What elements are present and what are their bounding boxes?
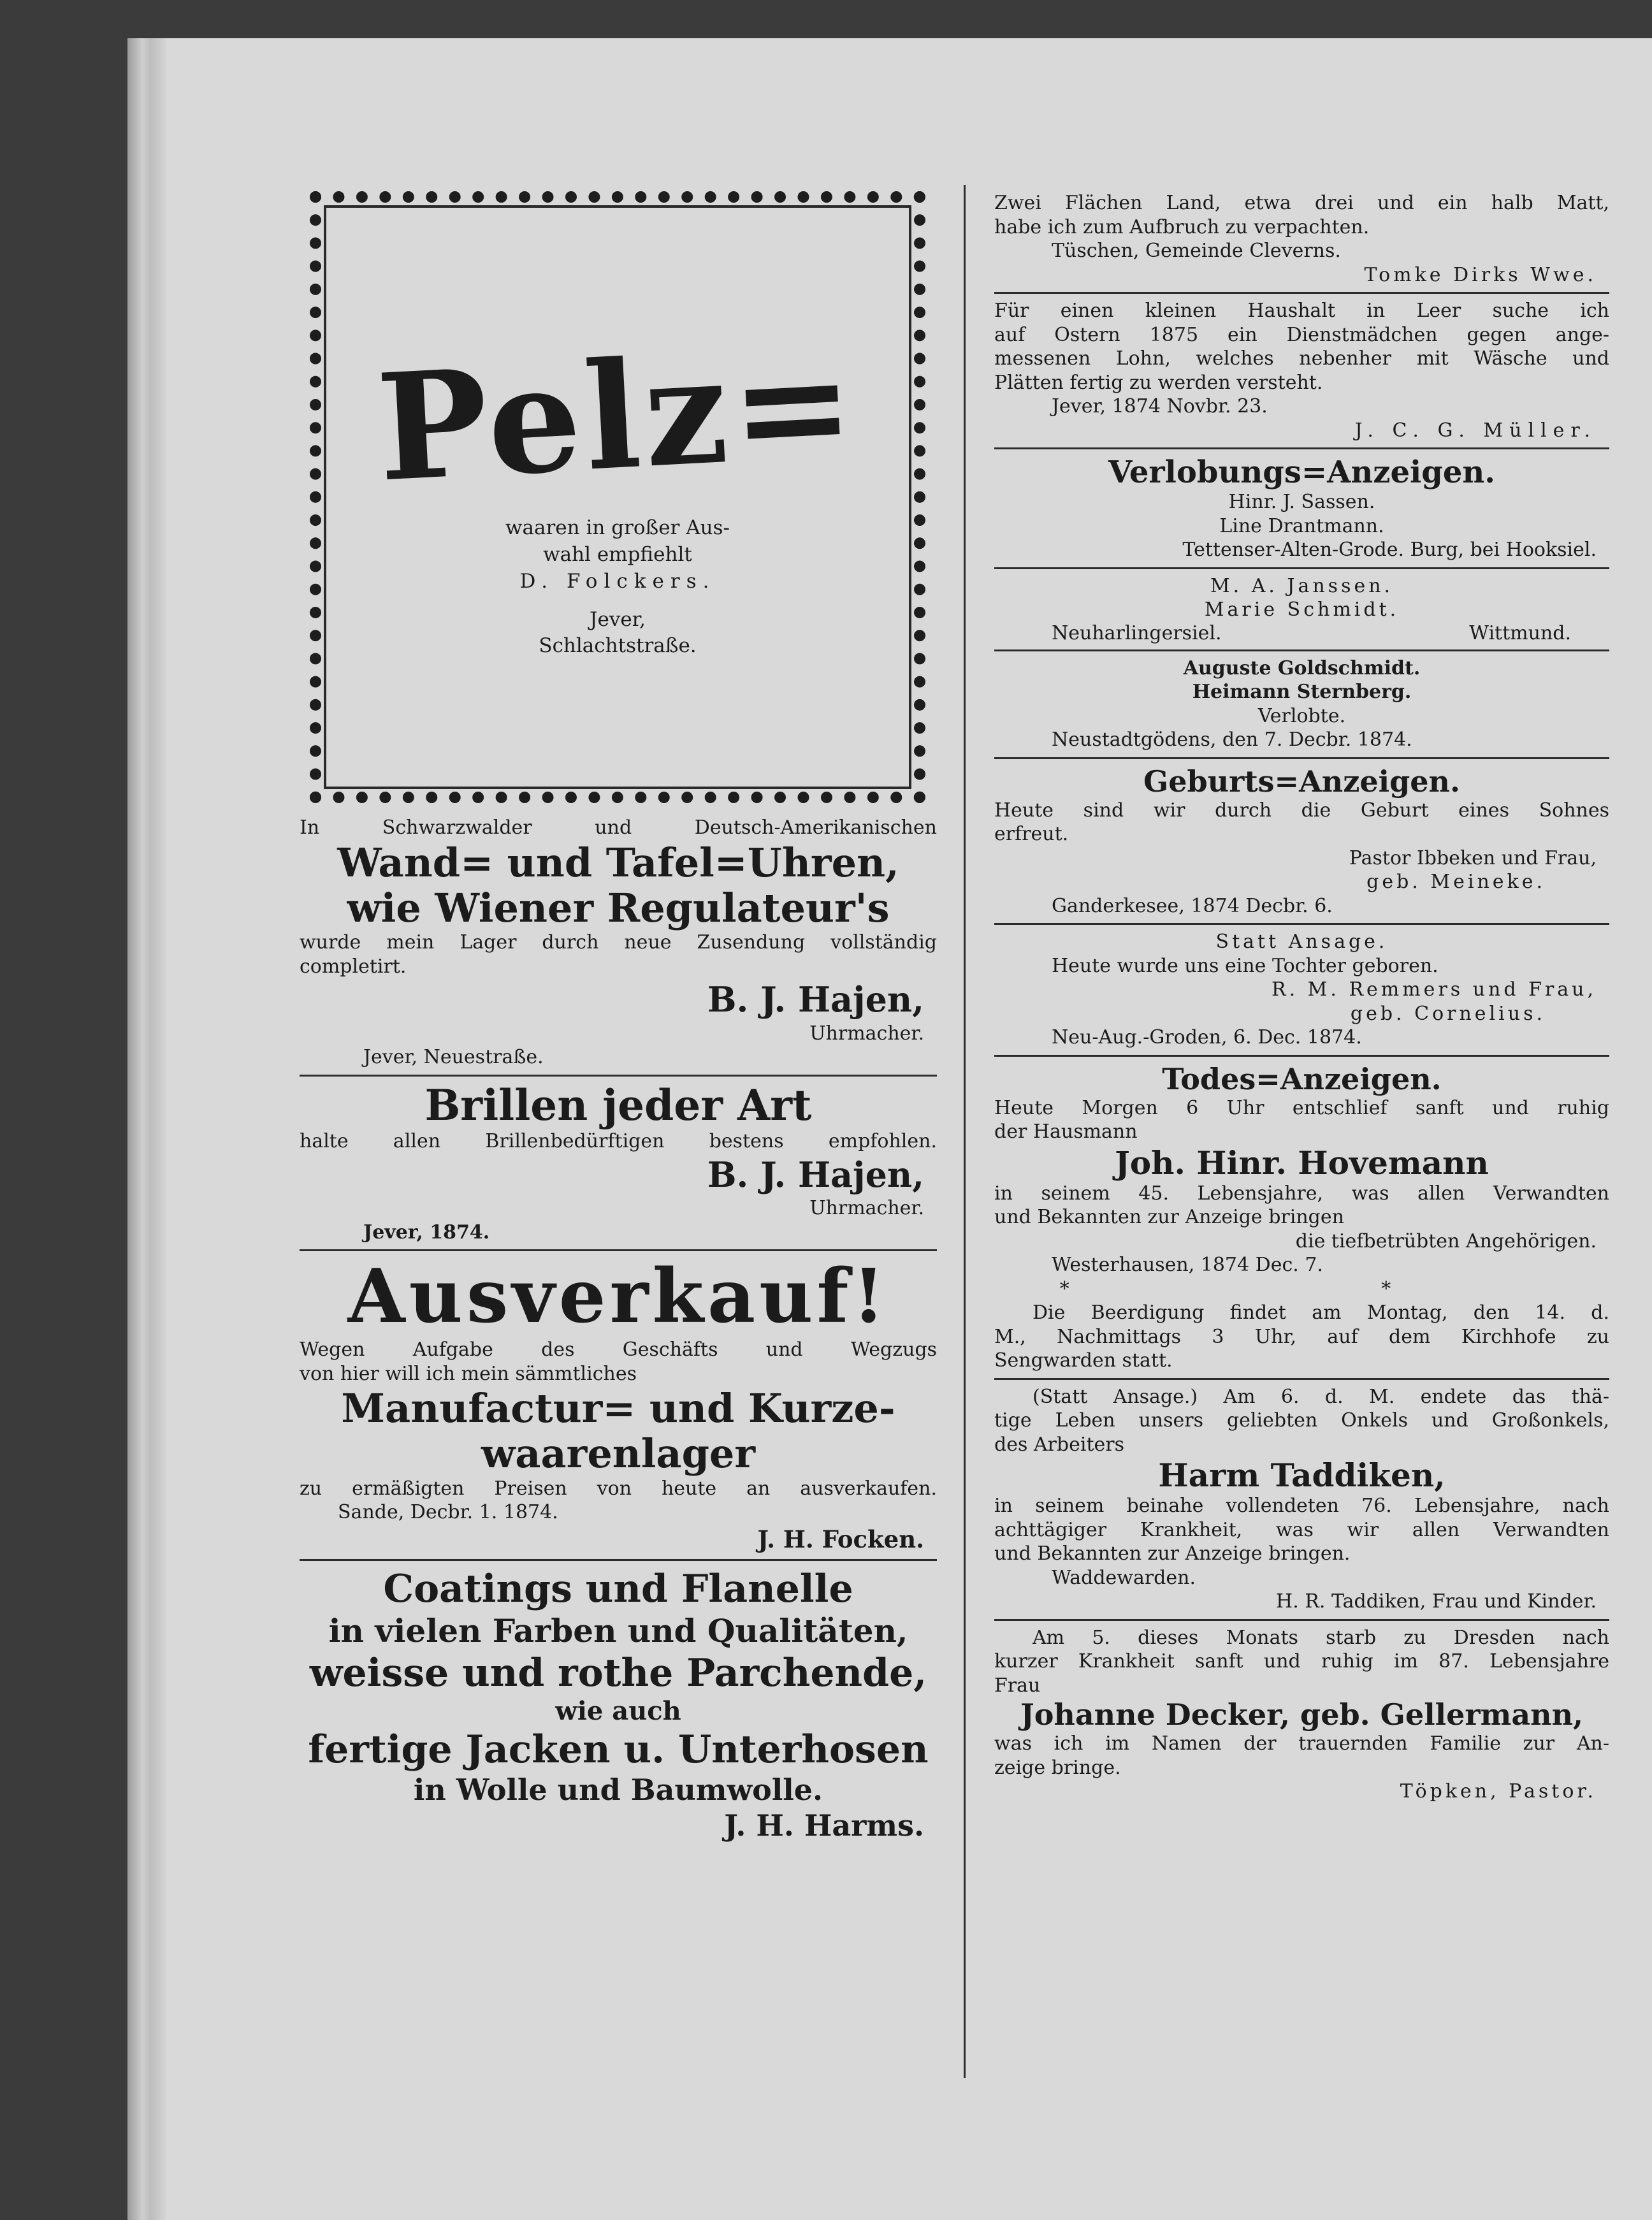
tod-t1-line2: der Hausmann bbox=[994, 1121, 1138, 1143]
geburt-headline: Geburts=Anzeigen. bbox=[1143, 764, 1460, 799]
verlobung-headline: Verlobungs=Anzeigen. bbox=[1108, 454, 1495, 490]
land-line-3: Tüschen, Gemeinde Cleverns. bbox=[1052, 240, 1341, 262]
divider-r1 bbox=[994, 292, 1609, 294]
geburt-g1-line1: Heute sind wir durch die Geburt eines Sohnes bbox=[994, 799, 1609, 822]
haushalt-name: J. C. G. Müller. bbox=[1354, 419, 1597, 442]
brillen-body: halte allen Brillenbedürftigen bestens empfohlen. bbox=[300, 1130, 937, 1153]
haushalt-date: Jever, 1874 Novbr. 23. bbox=[1052, 395, 1268, 417]
tod-t1-date: Westerhausen, 1874 Dec. 7. bbox=[1052, 1254, 1323, 1276]
verlobung-p3-name2: Heimann Sternberg. bbox=[1192, 681, 1412, 703]
tod-t2-line6: und Bekannten zur Anzeige bringen. bbox=[994, 1542, 1351, 1565]
coatings-line-6: in Wolle und Baumwolle. bbox=[413, 1772, 823, 1807]
ausverkauf-name: J. H. Focken. bbox=[757, 1525, 924, 1553]
verlobung-p3-status: Verlobte. bbox=[1257, 704, 1346, 727]
haushalt-line-3: messenen Lohn, welches nebenher mit Wäsche und bbox=[994, 347, 1609, 370]
divider-1 bbox=[300, 1075, 937, 1077]
tod-t2-place: Waddewarden. bbox=[1052, 1566, 1196, 1589]
tod-t1-line7: M., Nachmittags 3 Uhr, auf dem Kirchhofe zu bbox=[994, 1325, 1609, 1348]
page-edge-binding bbox=[127, 38, 166, 2220]
geburt-g2-name: R. M. Remmers und Frau, bbox=[1272, 978, 1597, 1001]
divider-t1 bbox=[994, 1378, 1609, 1380]
tod-t2-line1: (Statt Ansage.) Am 6. d. M. endete das thä- bbox=[1032, 1385, 1609, 1408]
tod-t2-line2: tige Leben unsers geliebten Onkels und Großonkels, bbox=[994, 1409, 1609, 1432]
uhren-place: Jever, Neuestraße. bbox=[363, 1046, 544, 1069]
divider-r2 bbox=[994, 447, 1609, 449]
coatings-line-3: weisse und rothe Parchende, bbox=[309, 1650, 927, 1695]
pelz-line1: waaren in großer Aus- bbox=[505, 516, 730, 539]
verlobung-p2-places bbox=[994, 622, 1609, 644]
verlobung-p3-name1: Auguste Goldschmidt. bbox=[1183, 657, 1421, 679]
geburt-g2-date: Neu-Aug.-Groden, 6. Dec. 1874. bbox=[1052, 1026, 1362, 1048]
pelz-line2: wahl empfiehlt bbox=[543, 542, 692, 566]
geburt-g1-name: Pastor Ibbeken und Frau, bbox=[1349, 846, 1597, 869]
land-ad bbox=[994, 191, 1609, 287]
ausverkauf-subhead-1: Manufactur= und Kurze- bbox=[341, 1385, 895, 1432]
ausverkauf-date: Sande, Decbr. 1. 1874. bbox=[338, 1501, 558, 1524]
divider-v1 bbox=[994, 567, 1609, 569]
ausverkauf-body-3: zu ermäßigten Preisen von heute an ausverkaufen. bbox=[300, 1477, 937, 1500]
uhren-body-2: completirt. bbox=[300, 955, 407, 978]
tod-t2-sig: H. R. Taddiken, Frau und Kinder. bbox=[1276, 1590, 1597, 1613]
right-column bbox=[994, 191, 1609, 1804]
brillen-place: Jever, 1874. bbox=[363, 1221, 490, 1244]
tod-t2-line4: in seinem beinahe vollendeten 76. Lebensjahre, nach bbox=[994, 1495, 1609, 1517]
verlobung-p1-name1: Hinr. J. Sassen. bbox=[1228, 491, 1375, 513]
coatings-line-5: fertige Jacken u. Unterhosen bbox=[308, 1727, 929, 1772]
verlobung-p2-name1: M. A. Janssen. bbox=[1210, 574, 1394, 597]
divider-g1 bbox=[994, 923, 1609, 925]
coatings-line-4: wie auch bbox=[555, 1695, 681, 1726]
divider-t2 bbox=[994, 1619, 1609, 1621]
column-divider bbox=[964, 185, 966, 2078]
brillen-name: B. J. Hajen, bbox=[707, 1154, 924, 1195]
verlobung-p1-name2: Line Drantmann. bbox=[1219, 514, 1384, 537]
left-column bbox=[300, 191, 937, 1845]
uhren-intro: In Schwarzwalder und Deutsch-Amerikanischen bbox=[300, 816, 937, 839]
tod-t2-name: Harm Taddiken, bbox=[1158, 1456, 1446, 1494]
tod-t1-name: Joh. Hinr. Hovemann bbox=[1115, 1143, 1489, 1182]
pelz-headline: Pelz= bbox=[373, 317, 862, 515]
pelz-street: Schlachtstraße. bbox=[539, 634, 697, 658]
divider-3 bbox=[300, 1559, 937, 1561]
haushalt-line-4: Plätten fertig zu werden versteht. bbox=[994, 371, 1323, 394]
uhren-ad bbox=[300, 816, 937, 1070]
haushalt-line-2: auf Ostern 1875 ein Dienstmädchen gegen ange- bbox=[994, 323, 1609, 346]
tod-t3-line5: zeige bringe. bbox=[994, 1756, 1121, 1779]
haushalt-ad bbox=[994, 299, 1609, 442]
tod-t3-name: Johanne Decker, geb. Gellermann, bbox=[1020, 1697, 1584, 1732]
land-line-2: habe ich zum Aufbruch zu verpachten. bbox=[994, 215, 1370, 238]
brillen-ad bbox=[300, 1082, 937, 1245]
coatings-ad bbox=[300, 1566, 937, 1845]
divider-v2 bbox=[994, 649, 1609, 651]
ausverkauf-body-1: Wegen Aufgabe des Geschäfts und Wegzugs bbox=[300, 1339, 937, 1361]
uhren-headline-2: wie Wiener Regulateur's bbox=[347, 884, 890, 931]
verlobung-p1-places: Tettenser-Alten-Grode. Burg, bei Hooksiel. bbox=[1182, 539, 1597, 561]
tod-t1-line5: die tiefbetrübten Angehörigen. bbox=[1295, 1230, 1597, 1252]
divider-2 bbox=[300, 1249, 937, 1251]
tod-t3-line3: Frau bbox=[994, 1674, 1041, 1697]
tod-t2-line5: achttägiger Krankheit, was wir allen Verwandten bbox=[994, 1518, 1609, 1541]
uhren-body-1: wurde mein Lager durch neue Zusendung vollständig bbox=[300, 931, 937, 954]
tod-t3-sig: Töpken, Pastor. bbox=[1400, 1780, 1597, 1803]
land-line-1: Zwei Flächen Land, etwa drei und ein halb Matt, bbox=[994, 192, 1609, 214]
ausverkauf-subhead-2: waarenlager bbox=[481, 1430, 756, 1477]
verlobung-section bbox=[994, 454, 1609, 752]
geburt-g1-date: Ganderkesee, 1874 Decbr. 6. bbox=[1052, 894, 1333, 917]
divider-r3 bbox=[994, 757, 1609, 759]
coatings-name: J. H. Harms. bbox=[724, 1808, 924, 1843]
verlobung-p3-date: Neustadtgödens, den 7. Decbr. 1874. bbox=[1052, 729, 1412, 751]
tod-t2-line3: des Arbeiters bbox=[994, 1433, 1124, 1456]
geburt-g2-line: Heute wurde uns eine Tochter geboren. bbox=[1052, 954, 1438, 977]
verlobung-p2-place-left: Neuharlingersiel. bbox=[1052, 621, 1222, 644]
pelz-name: D. Folckers. bbox=[519, 569, 716, 593]
divider-r4 bbox=[994, 1055, 1609, 1057]
uhren-title: Uhrmacher. bbox=[809, 1022, 924, 1045]
uhren-headline-1: Wand= und Tafel=Uhren, bbox=[337, 839, 899, 886]
tod-t3-line1: Am 5. dieses Monats starb zu Dresden nach bbox=[1032, 1626, 1609, 1649]
geburt-g1-line2: erfreut. bbox=[994, 823, 1069, 845]
tod-t1-stars: * * bbox=[1059, 1277, 1544, 1300]
ausverkauf-headline: Ausverkauf! bbox=[347, 1253, 889, 1340]
geburt-section bbox=[994, 764, 1609, 1050]
ausverkauf-body-2: von hier will ich mein sämmtliches bbox=[300, 1362, 637, 1385]
coatings-line-2: in vielen Farben und Qualitäten, bbox=[328, 1611, 908, 1650]
tod-t1-line4: und Bekannten zur Anzeige bringen bbox=[994, 1206, 1344, 1228]
tod-t1-line8: Sengwarden statt. bbox=[994, 1349, 1173, 1372]
tod-t1-line3: in seinem 45. Lebensjahre, was allen Verwandten bbox=[994, 1182, 1609, 1205]
geburt-g2-nee: geb. Cornelius. bbox=[1350, 1002, 1546, 1025]
tod-t1-line6: Die Beerdigung findet am Montag, den 14. d. bbox=[1032, 1302, 1609, 1324]
tod-t1-line1: Heute Morgen 6 Uhr entschlief sanft und ruhig bbox=[994, 1096, 1609, 1119]
land-name: Tomke Dirks Wwe. bbox=[1364, 263, 1597, 286]
verlobung-p2-place-right: Wittmund. bbox=[1469, 621, 1571, 644]
brillen-headline: Brillen jeder Art bbox=[424, 1080, 812, 1130]
ausverkauf-ad bbox=[300, 1253, 937, 1553]
uhren-name: B. J. Hajen, bbox=[707, 979, 924, 1020]
pelz-ad-frame bbox=[310, 191, 925, 803]
verlobung-p2-name2: Marie Schmidt. bbox=[1204, 599, 1400, 621]
geburt-g1-nee: geb. Meineke. bbox=[1366, 871, 1546, 893]
tod-t3-line2: kurzer Krankheit sanft und ruhig im 87. Lebensjahre bbox=[994, 1650, 1609, 1672]
brillen-title: Uhrmacher. bbox=[809, 1197, 924, 1220]
tod-headline: Todes=Anzeigen. bbox=[1162, 1061, 1442, 1096]
tod-section bbox=[994, 1062, 1609, 1804]
coatings-line-1: Coatings und Flanelle bbox=[383, 1566, 853, 1611]
geburt-g2-head: Statt Ansage. bbox=[1215, 931, 1388, 953]
haushalt-line-1: Für einen kleinen Haushalt in Leer suche ich bbox=[994, 300, 1609, 322]
tod-t3-line4: was ich im Namen der trauernden Familie zur An- bbox=[994, 1732, 1609, 1755]
pelz-place: Jever, bbox=[590, 607, 646, 631]
